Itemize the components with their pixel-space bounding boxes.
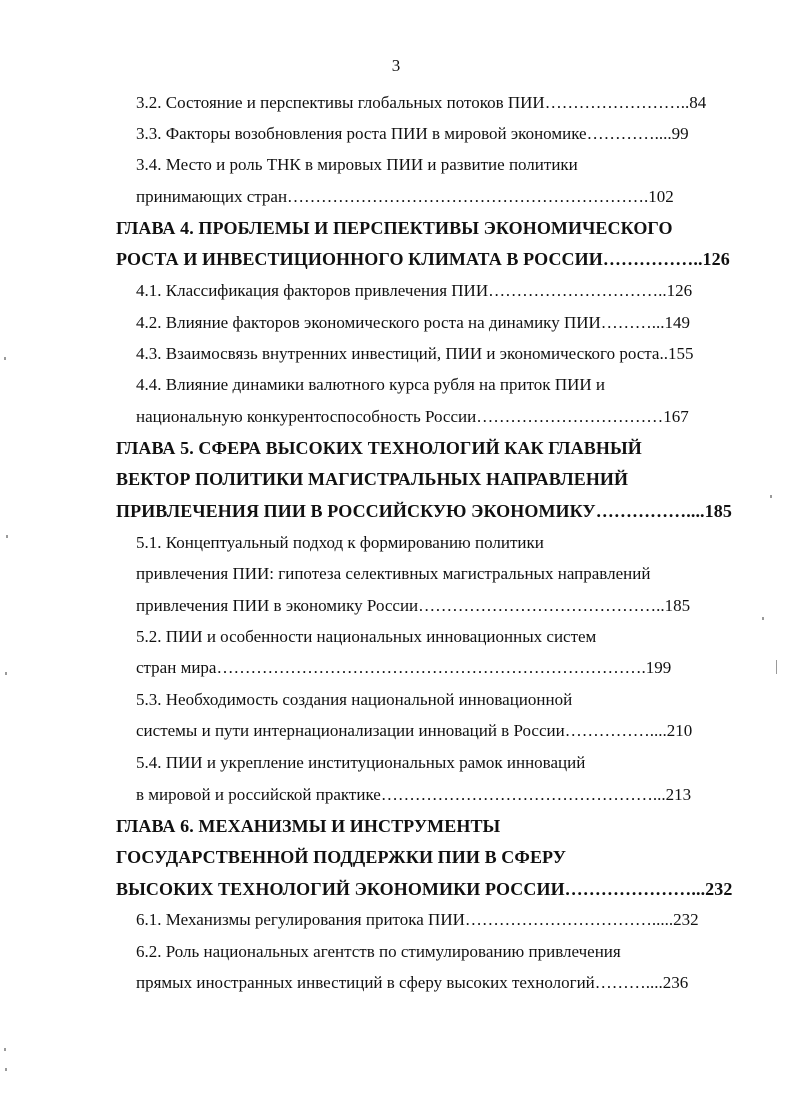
toc-line-5-2: 5.2. ПИИ и особенности национальных инновационных систем <box>136 627 597 646</box>
toc-line-5-1-cont: привлечения ПИИ: гипотеза селективных магистральных направлений <box>136 564 651 583</box>
scan-speck <box>4 357 6 360</box>
page-number: 3 <box>391 56 401 75</box>
toc-line-4-3: 4.3. Взаимосвязь внутренних инвестиций, ПИИ и экономического роста..155 <box>136 344 694 363</box>
toc-line-5-1: 5.1. Концептуальный подход к формированию политики <box>136 533 544 552</box>
toc-chapter-5-title-end: ПРИВЛЕЧЕНИЯ ПИИ В РОССИЙСКУЮ ЭКОНОМИКУ……………....185 <box>116 501 732 521</box>
toc-chapter-5-title-cont: ВЕКТОР ПОЛИТИКИ МАГИСТРАЛЬНЫХ НАПРАВЛЕНИЙ <box>116 469 629 489</box>
toc-chapter-4-title-cont: РОСТА И ИНВЕСТИЦИОННОГО КЛИМАТА В РОССИИ……………..126 <box>116 249 730 269</box>
scan-speck <box>4 1048 6 1051</box>
toc-chapter-6-title-end: ВЫСОКИХ ТЕХНОЛОГИЙ ЭКОНОМИКИ РОССИИ…………………...232 <box>116 879 733 899</box>
toc-line-5-4: 5.4. ПИИ и укрепление институциональных рамок инноваций <box>136 753 586 772</box>
toc-line-6-1: 6.1. Механизмы регулирования притока ПИИ…………………………….....232 <box>136 910 699 929</box>
toc-line-3-4: 3.4. Место и роль ТНК в мировых ПИИ и развитие политики <box>136 155 578 174</box>
toc-line-4-4-cont: национальную конкурентоспособность России……………………………167 <box>136 407 689 426</box>
toc-line-3-2: 3.2. Состояние и перспективы глобальных потоков ПИИ……………………..84 <box>136 93 707 112</box>
toc-chapter-5-title: ГЛАВА 5. СФЕРА ВЫСОКИХ ТЕХНОЛОГИЙ КАК ГЛАВНЫЙ <box>116 438 642 458</box>
toc-line-5-2-cont: стран мира………………………………………………………………….199 <box>136 658 672 677</box>
toc-line-5-1-end: привлечения ПИИ в экономику России……………………………………..185 <box>136 596 691 615</box>
toc-line-5-3: 5.3. Необходимость создания национальной инновационной <box>136 690 573 709</box>
scan-speck <box>762 617 764 620</box>
scan-speck <box>770 495 772 498</box>
toc-line-4-2: 4.2. Влияние факторов экономического роста на динамику ПИИ………...149 <box>136 313 691 332</box>
toc-chapter-4-title: ГЛАВА 4. ПРОБЛЕМЫ И ПЕРСПЕКТИВЫ ЭКОНОМИЧЕСКОГО <box>116 218 673 238</box>
scan-speck <box>5 672 7 675</box>
toc-line-6-2: 6.2. Роль национальных агентств по стимулированию привлечения <box>136 942 621 961</box>
toc-line-5-3-cont: системы и пути интернационализации инноваций в России……………....210 <box>136 721 693 740</box>
scan-speck <box>5 1068 7 1071</box>
toc-line-4-1: 4.1. Классификация факторов привлечения ПИИ…………………………..126 <box>136 281 693 300</box>
toc-line-4-4: 4.4. Влияние динамики валютного курса рубля на приток ПИИ и <box>136 375 605 394</box>
toc-line-3-4-cont: принимающих стран……………………………………………………….102 <box>136 187 674 206</box>
scan-speck <box>6 535 8 538</box>
toc-line-5-4-cont: в мировой и российской практике…………………………………………...213 <box>136 785 692 804</box>
toc-chapter-6-title-cont: ГОСУДАРСТВЕННОЙ ПОДДЕРЖКИ ПИИ В СФЕРУ <box>116 847 567 867</box>
toc-line-3-3: 3.3. Факторы возобновления роста ПИИ в мировой экономике…………....99 <box>136 124 689 143</box>
toc-line-6-2-cont: прямых иностранных инвестиций в сферу высоких технологий………....236 <box>136 973 689 992</box>
scan-speck <box>776 660 777 674</box>
toc-chapter-6-title: ГЛАВА 6. МЕХАНИЗМЫ И ИНСТРУМЕНТЫ <box>116 816 501 836</box>
